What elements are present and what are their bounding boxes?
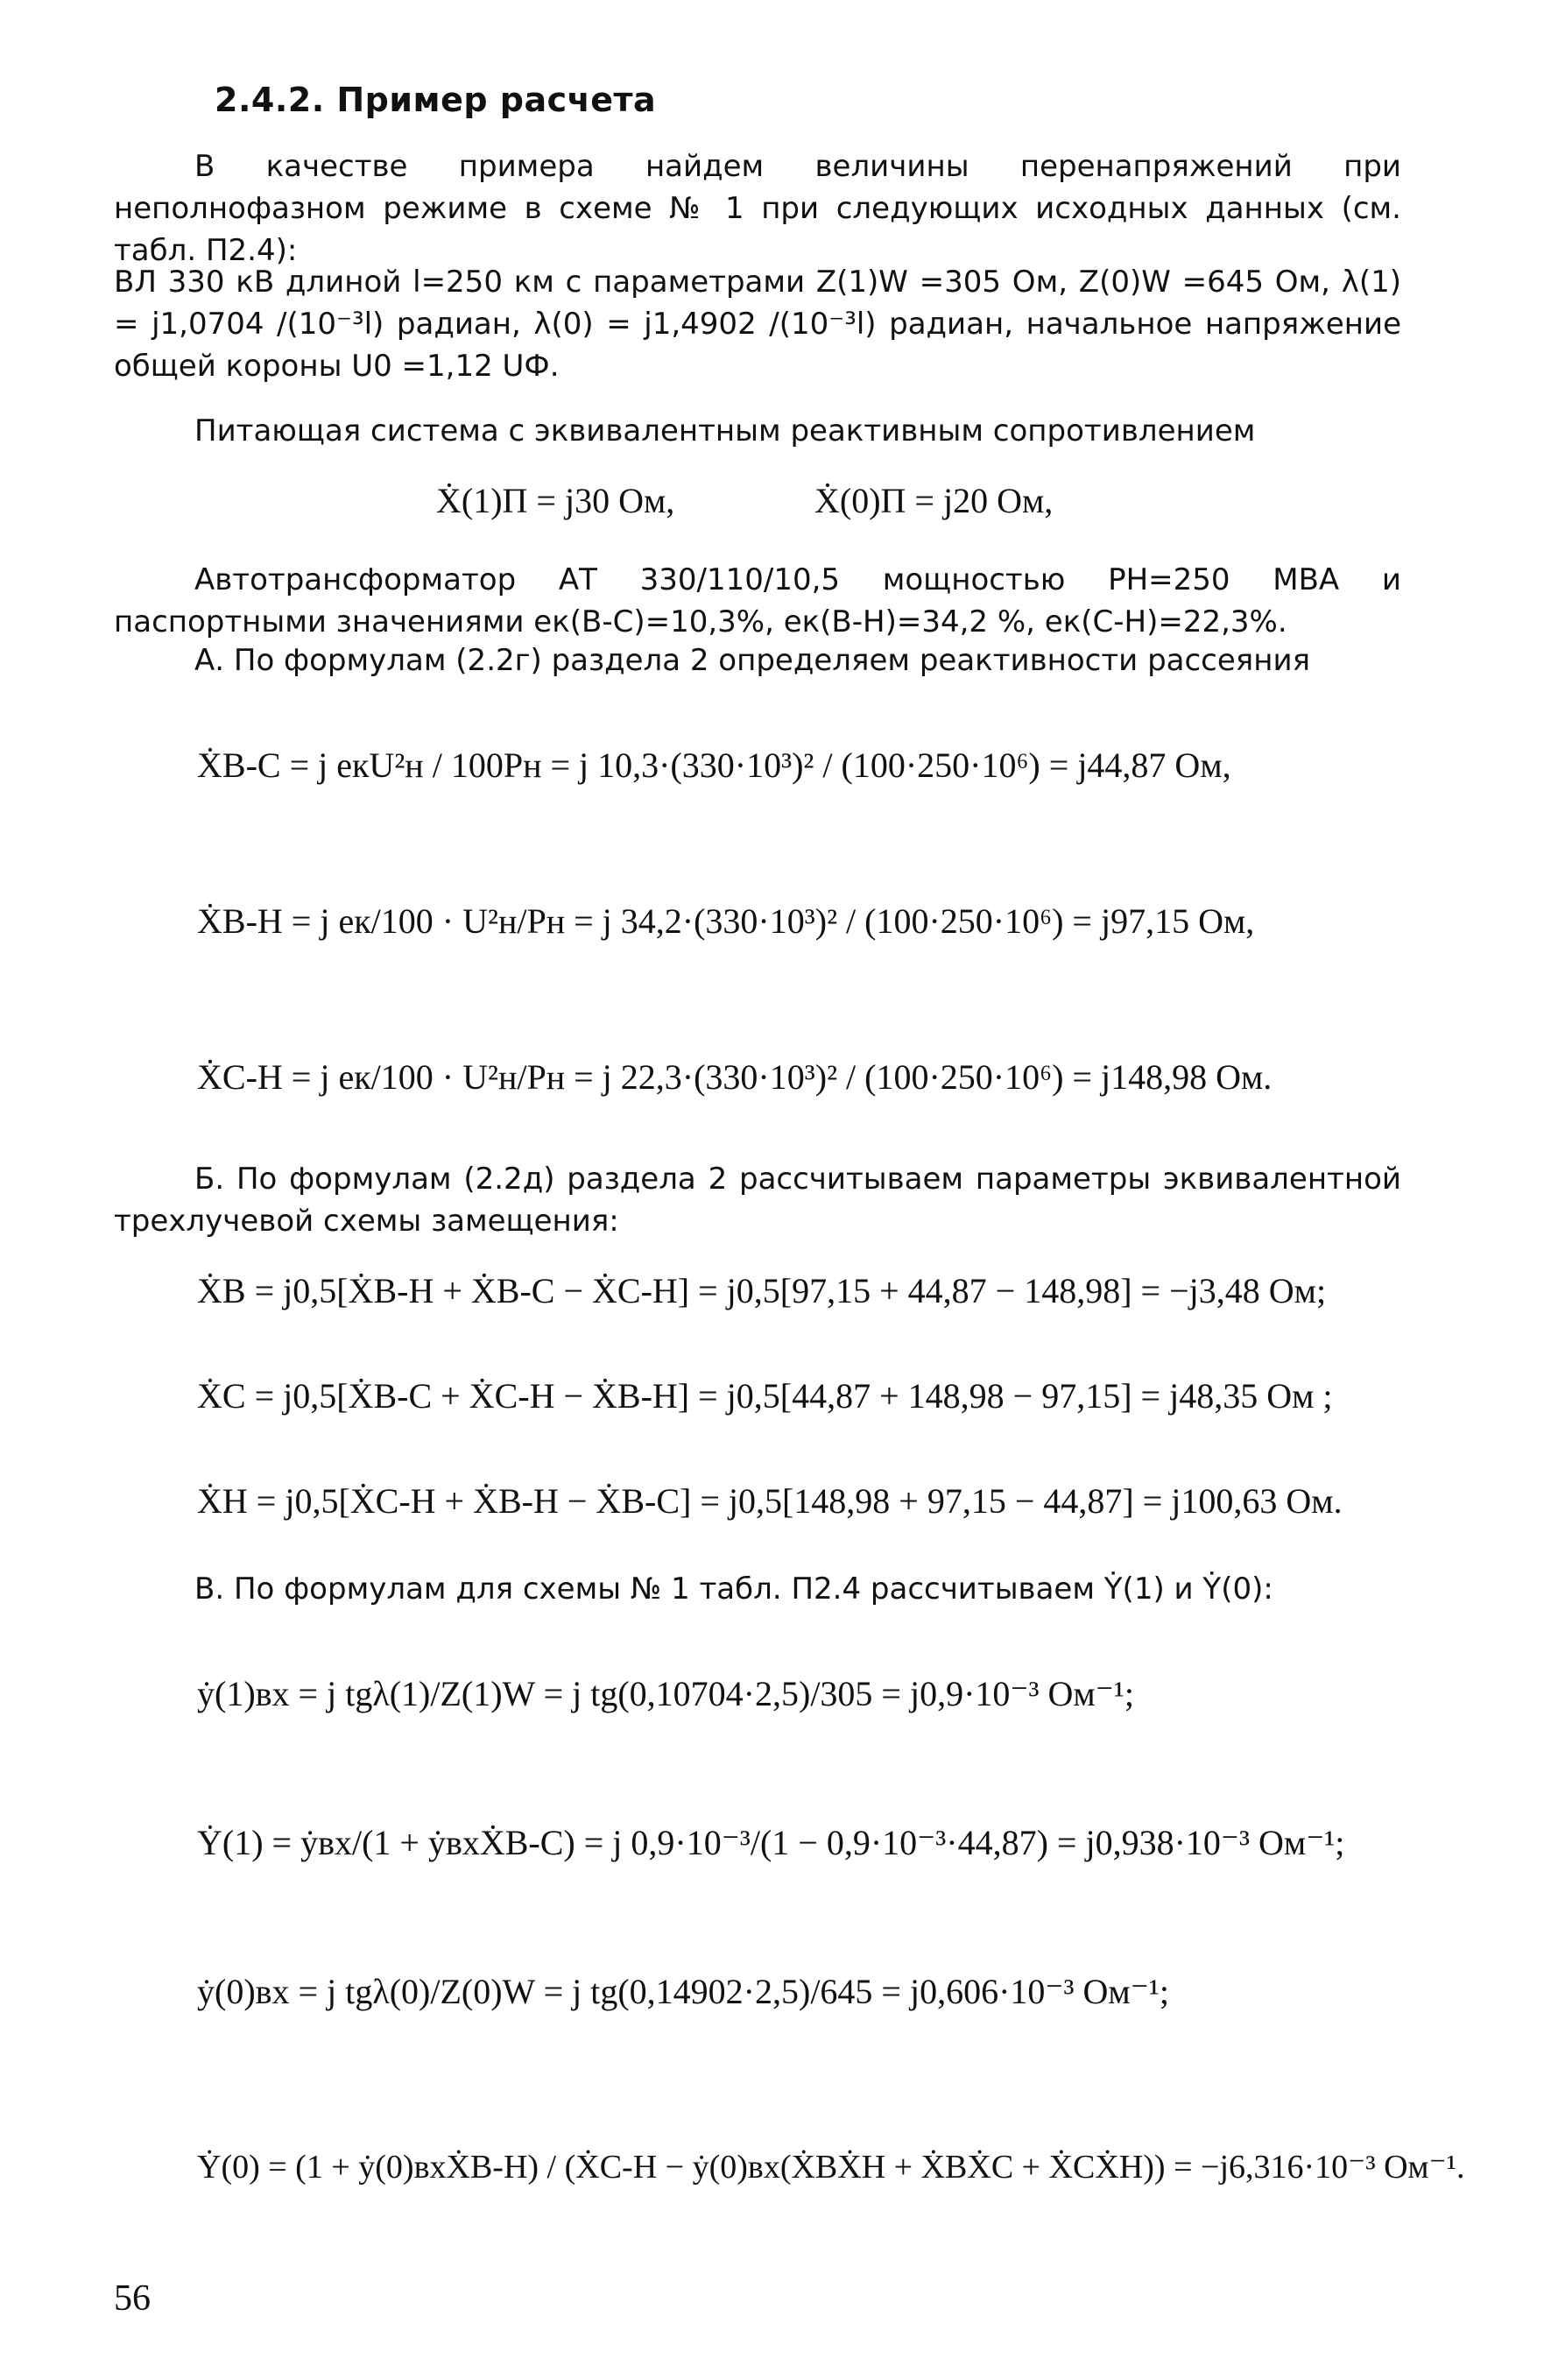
formula-y-in-zero: ẏ(0)вх = j tgλ(0)/Z(0)W = j tg(0,14902·2,5)/645 = j0,606·10⁻³ Ом⁻¹; xyxy=(197,1972,1169,2011)
formula-x-v-n: ẊВ-Н = j eк/100 · U²н/Pн = j 34,2·(330·10³)² / (100·250·10⁶) = j97,15 Ом, xyxy=(197,901,1255,941)
section-title: Пример расчета xyxy=(336,81,657,119)
formula-x-s-n: ẊС-Н = j eк/100 · U²н/Pн = j 22,3·(330·10³)² / (100·250·10⁶) = j148,98 Ом. xyxy=(197,1057,1273,1097)
formula-y-in-positive: ẏ(1)вх = j tgλ(1)/Z(1)W = j tg(0,10704·2,5)/305 = j0,9·10⁻³ Ом⁻¹; xyxy=(197,1674,1134,1713)
formula-y-positive: Ẏ(1) = ẏвх/(1 + ẏвхẊВ-С) = j 0,9·10⁻³/(1 − 0,9·10⁻³·44,87) = j0,938·10⁻³ Ом⁻¹; xyxy=(197,1823,1345,1862)
intro-paragraph: В качестве примера найдем величины перенапряжений при неполнофазном режиме в схеме № 1 при следующих исходных данных (см. табл. П2.4): xyxy=(114,149,1401,268)
formula-y-zero: Ẏ(0) = (1 + ẏ(0)вхẊВ-Н) / (ẊС-Н − ẏ(0)вх(ẊВẊН + ẊВẊС + ẊСẊН)) = −j6,316·10⁻³ Ом⁻¹. xyxy=(197,2149,1465,2186)
supply-system-paragraph: Питающая система с эквивалентным реактивным сопротивлением xyxy=(194,413,1256,448)
formula-x-s: ẊС = j0,5[ẊВ-С + ẊС-Н − ẊВ-Н] = j0,5[44,87 + 148,98 − 97,15] = j48,35 Ом ; xyxy=(197,1376,1333,1416)
section-number: 2.4.2. xyxy=(215,81,325,119)
formula-x-n: ẊН = j0,5[ẊС-Н + ẊВ-Н − ẊВ-С] = j0,5[148,98 + 97,15 − 44,87] = j100,63 Ом. xyxy=(197,1481,1343,1521)
page-number: 56 xyxy=(114,2278,151,2319)
step-a-paragraph: А. По формулам (2.2г) раздела 2 определяем реактивности рассеяния xyxy=(194,643,1311,678)
autotransformer-paragraph: Автотрансформатор АТ 330/110/10,5 мощностью PН=250 МВА и паспортными значениями eк(В-С)=10,3%, eк(В-Н)=34,2 %, eк(С-Н)=22,3%. xyxy=(114,562,1401,639)
formula-x-v: ẊВ = j0,5[ẊВ-Н + ẊВ-С − ẊС-Н] = j0,5[97,15 + 44,87 − 148,98] = −j3,48 Ом; xyxy=(197,1271,1327,1310)
line-parameters-paragraph: ВЛ 330 кВ длиной l=250 км с параметрами Z(1)W =305 Ом, Z(0)W =645 Ом, λ(1) = j1,0704 /(10⁻³l) радиан, λ(0) = j1,4902 /(10⁻³l) радиан, начальное напряжение общей короны U0 =1,12 UФ. xyxy=(114,265,1401,384)
supply-reactance-zero-formula: Ẋ(0)П = j20 Ом, xyxy=(814,481,1054,520)
section-heading xyxy=(215,81,656,119)
supply-reactance-positive-formula: Ẋ(1)П = j30 Ом, xyxy=(436,481,675,520)
step-v-paragraph: В. По формулам для схемы № 1 табл. П2.4 рассчитываем Ẏ(1) и Ẏ(0): xyxy=(194,1571,1273,1607)
step-b-paragraph: Б. По формулам (2.2д) раздела 2 рассчитываем параметры эквивалентной трехлучевой схемы замещения: xyxy=(114,1162,1401,1239)
formula-x-v-s: ẊВ-С = j eкU²н / 100Pн = j 10,3·(330·10³)² / (100·250·10⁶) = j44,87 Ом, xyxy=(197,745,1231,785)
